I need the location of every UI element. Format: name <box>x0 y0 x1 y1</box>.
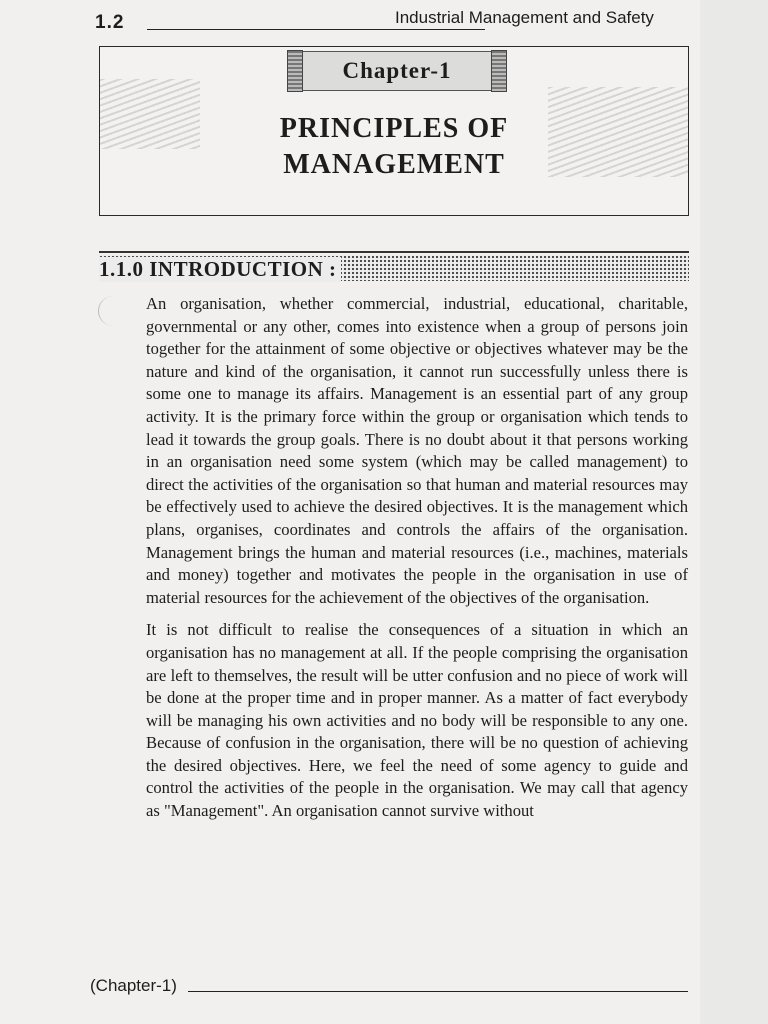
section-rule <box>99 251 689 253</box>
footer-rule <box>188 991 688 992</box>
section-heading-bar <box>99 251 689 283</box>
book-title: Industrial Management and Safety <box>395 8 654 27</box>
chapter-title-line2: MANAGEMENT <box>283 149 505 180</box>
header-rule <box>147 29 485 30</box>
chapter-title <box>100 111 688 183</box>
body-text <box>146 293 688 833</box>
chapter-heading-box <box>99 46 689 216</box>
running-header <box>95 6 695 32</box>
section-title: 1.1.0 INTRODUCTION : <box>99 257 341 282</box>
margin-mark <box>98 296 129 326</box>
footer-chapter-label: (Chapter-1) <box>90 976 177 995</box>
page-number: 1.2 <box>95 12 125 33</box>
paragraph-2: It is not difficult to realise the consequences of a situation in which an organisation has no management at all. If the people comprising the organisation are left to themselves, the result will be utter confusion and no piece of work will be done at the proper time and in proper manner. As a matter of fact everybody will be managing his own activities and no body will be responsible to any one. Because of confusion in the organisation, there will be no question of achieving the desired objectives. Here, we feel the need of some agency to guide and control the activities of the people in the organisation. We may call that agency as "Management". An organisation cannot survive without <box>146 620 688 821</box>
paragraph-1: An organisation, whether commercial, industrial, educational, charitable, governmental or any other, comes into existence when a group of persons join together for the attainment of some objective or objectives whatever may be the nature and kind of the organisation, it cannot run successfully unless there is some one to manage its affairs. Management is an essential part of any group activity. It is the primary force within the group or organisation which tends to lead it towards the group goals. There is no doubt about it that persons working in an organisation need some system (which may be called management) to direct the activities of the organisation so that human and material resources may be effectively used to achieve the desired objectives. It is the management which plans, organises, coordinates and controls the affairs of the organisation. Management brings the human and material resources (i.e., machines, materials and money) together and motivates the people in the organisation in use of material resources for the achievement of the objectives of the organisation. <box>146 294 688 607</box>
running-footer <box>90 976 690 1000</box>
chapter-label: Chapter-1 <box>342 58 452 83</box>
chapter-title-line1: PRINCIPLES OF <box>279 113 509 144</box>
chapter-tab <box>296 51 498 91</box>
